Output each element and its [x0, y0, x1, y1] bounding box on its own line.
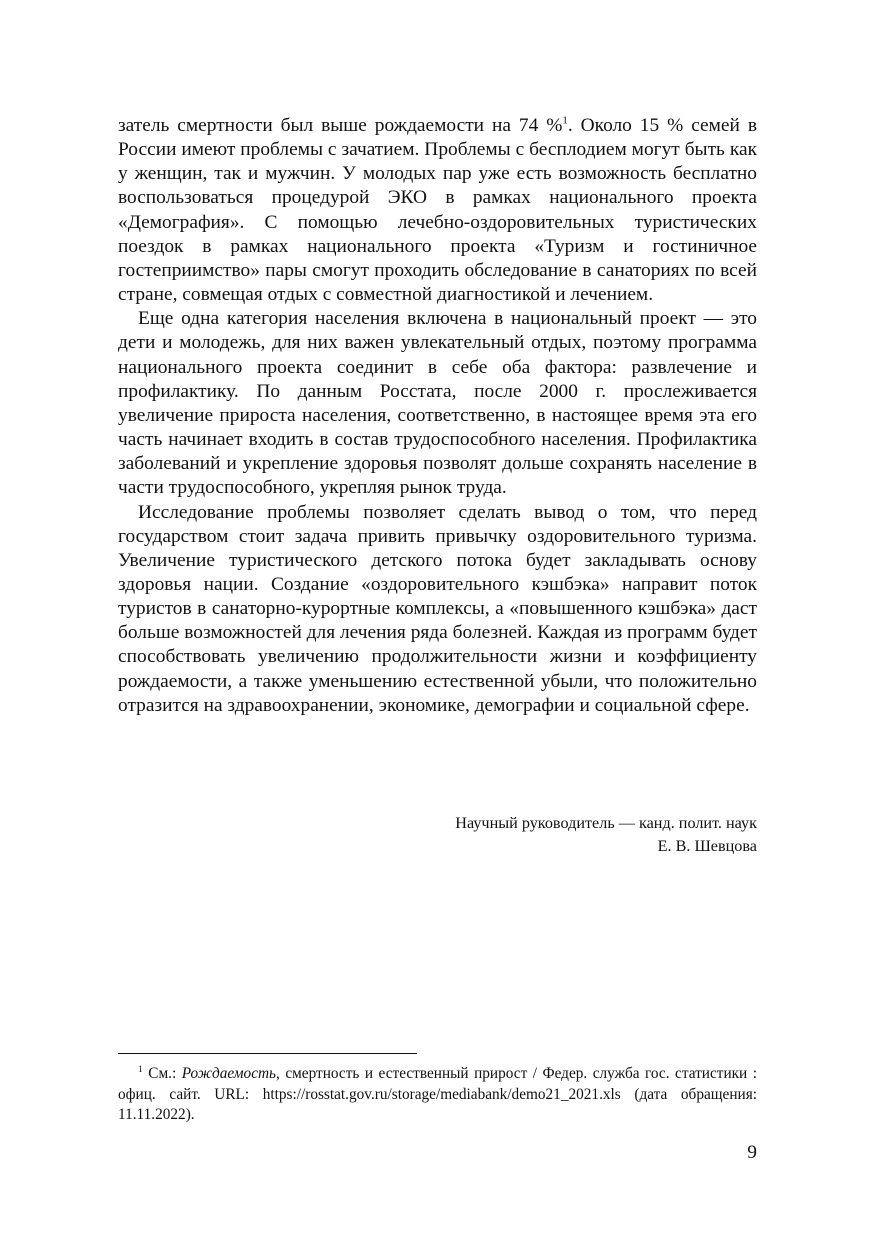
paragraph-3: Исследование проблемы позволяет сделать вывод о том, что перед государством стоит задача привить привычку оздоровительного туризма. Увеличение туристического детского потока будет закладывать основу здоровья нации. Создание «оздоровительного кэшбэка» направит поток туристов в санаторно-курортные комплексы, а «повышенного кэшбэка» даст больше возможностей для лечения ряда болезней. Каждая из программ будет способствовать увеличению продолжительности жизни и коэффициенту рождаемости, а также уменьшению естественной убыли, что положительно отразится на здравоохранении, экономике, демографии и социальной сфере. — [118, 501, 757, 716]
footnote — [118, 1064, 757, 1126]
supervisor-title: Научный руководитель — канд. полит. наук — [455, 814, 757, 832]
footnote-reference[interactable]: 1 — [562, 114, 568, 127]
signature-block — [455, 812, 757, 858]
footnote-citation: , смертность и естественный прирост / Федер. служба гос. статистики : офиц. сайт. URL: https://rosstat.gov.ru/storage/mediabank/demo21_2021.xls (дата обращения: 11.11.2022). — [118, 1065, 757, 1123]
supervisor-name: Е. В. Шевцова — [657, 837, 757, 855]
footnote-prefix: См.: — [142, 1065, 182, 1082]
paragraph-1 — [118, 114, 757, 307]
paragraph-1-end: . Около 15 % семей в России имеют проблемы с зачатием. Проблемы с бесплодием могут быть как у женщин, так и мужчин. У молодых пар уже есть возможность бесплатно воспользоваться процедурой ЭКО в рамках национального проекта «Демография». С помощью лечебно-оздоровительных туристических поездок в рамках национального проекта «Туризм и гостиничное гостеприимство» пары смогут проходить обследование в санаториях по всей стране, совмещая отдых с совместной диагностикой и лечением. — [118, 115, 757, 306]
footnote-text — [118, 1064, 757, 1126]
paragraph-2: Еще одна категория населения включена в национальный проект — это дети и молодежь, для них важен увлекательный отдых, поэтому программа национального проекта соединит в себе оба фактора: развлечение и профилактику. По данным Росстата, после 2000 г. прослеживается увеличение прироста населения, соответственно, в настоящее время эта его часть начинает входить в состав трудоспособного населения. Профилактика заболеваний и укрепление здоровья позволят дольше сохранять население в части трудоспособного, укрепляя рынок труда. — [118, 308, 757, 499]
footnote-divider — [118, 1053, 417, 1054]
page-number: 9 — [747, 1142, 757, 1163]
footnote-marker: 1 — [138, 1064, 143, 1075]
main-text — [118, 114, 757, 718]
paragraph-1-start: затель смертности был выше рождаемости на 74 % — [118, 115, 563, 136]
footnote-title: Рождаемость — [181, 1065, 276, 1082]
